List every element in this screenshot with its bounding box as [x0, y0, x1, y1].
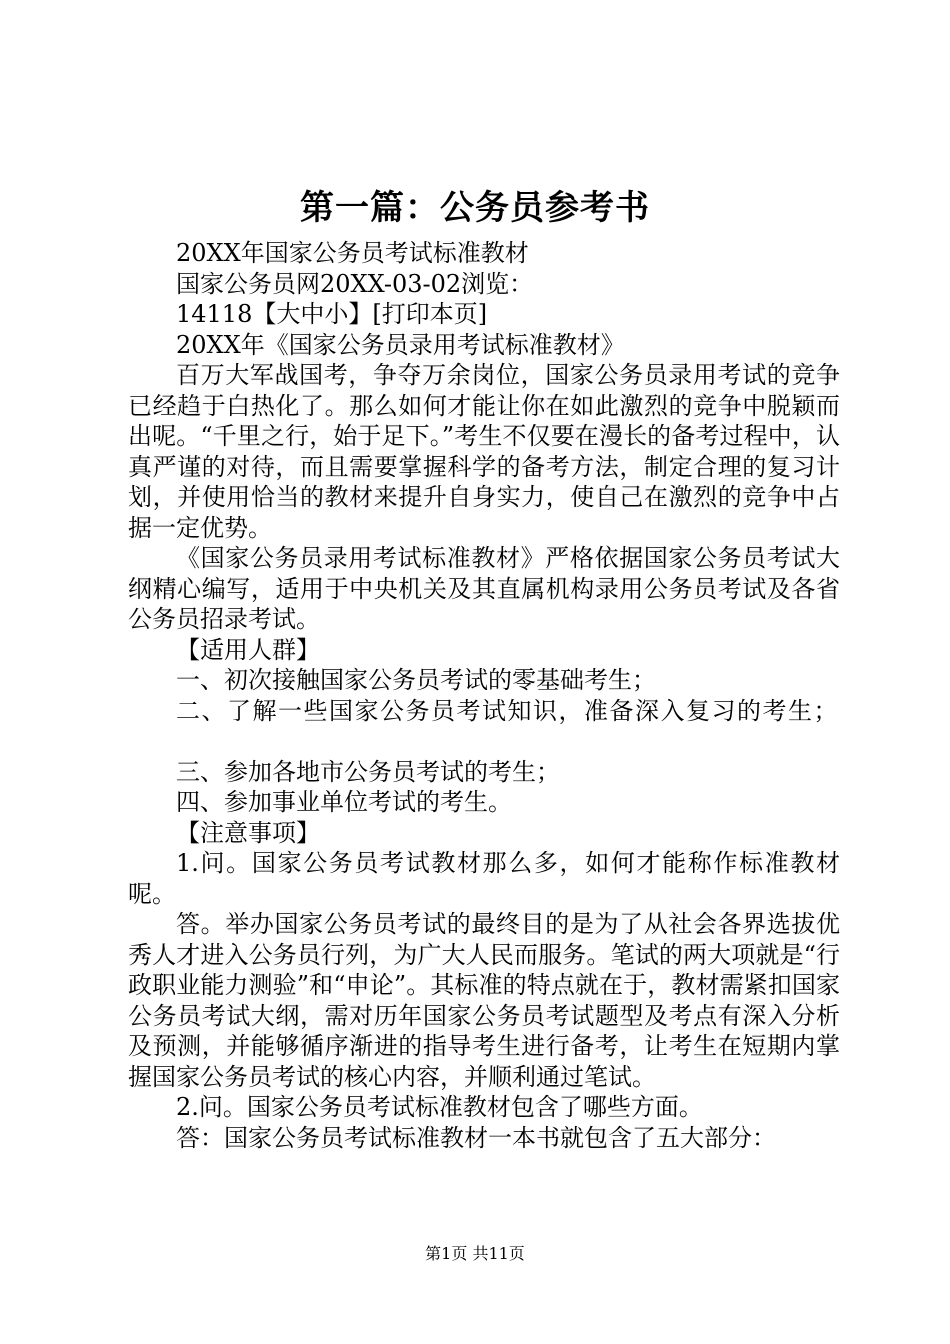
heading-target-audience: 【适用人群】 [176, 635, 320, 664]
document-title: 第一篇：公务员参考书 [300, 188, 650, 228]
paragraph-intro: 百万大军战国考，争夺万余岗位，国家公务员录用考试的竞争已经趋于白热化了。那么如何才能让你在如此激烈的竞争中脱颖而出呢。“千里之行，始于足下。”考生不仅要在漫长的备考过程中，认真严谨的对待，而且需要掌握科学的备考方法，制定合理的复习计划，并使用恰当的教材来提升自身实力，使自己在激烈的竞争中占据一定优势。 [128, 361, 840, 542]
paragraph-textbook-name: 20XX年国家公务员考试标准教材 [176, 239, 529, 267]
paragraph-views-print: 14118【大中小】[打印本页] [176, 300, 488, 328]
paragraph-source-date: 国家公务员网20XX-03-02浏览： [176, 269, 534, 298]
paragraph-answer-1: 答。举办国家公务员考试的最终目的是为了从社会各界选拔优秀人才进入公务员行列，为广大人民而服务。笔试的两大项就是“行政职业能力测验”和“申论”。其标准的特点就在于，教材需紧扣国家公务员考试大纲，需对历年国家公务员考试题型及考点有深入分析及预测，并能够循序渐进的指导考生进行备考，让考生在短期内掌握国家公务员考试的核心内容，并顺利通过笔试。 [128, 910, 840, 1091]
list-item-audience-4: 四、参加事业单位考试的考生。 [176, 788, 512, 816]
paragraph-answer-2: 答：国家公务员考试标准教材一本书就包含了五大部分： [176, 1123, 776, 1152]
blank-line [128, 726, 840, 757]
paragraph-question-1: 1.问。国家公务员考试教材那么多，如何才能称作标准教材呢。 [128, 849, 840, 908]
paragraph-book-title: 20XX年《国家公务员录用考试标准教材》 [176, 330, 625, 359]
page-number-footer: 第1页 共11页 [425, 1244, 525, 1263]
list-item-audience-3: 三、参加各地市公务员考试的考生； [176, 757, 560, 786]
list-item-audience-2: 二、了解一些国家公务员考试知识，准备深入复习的考生； [176, 696, 839, 725]
list-item-audience-1: 一、初次接触国家公务员考试的零基础考生； [176, 666, 656, 694]
paragraph-question-2: 2.问。国家公务员考试标准教材包含了哪些方面。 [176, 1093, 703, 1121]
paragraph-book-description: 《国家公务员录用考试标准教材》严格依据国家公务员考试大纲精心编写，适用于中央机关及其直属机构录用公务员考试及各省公务员招录考试。 [128, 544, 840, 633]
heading-notes: 【注意事项】 [176, 818, 320, 847]
document-body [128, 238, 840, 1153]
